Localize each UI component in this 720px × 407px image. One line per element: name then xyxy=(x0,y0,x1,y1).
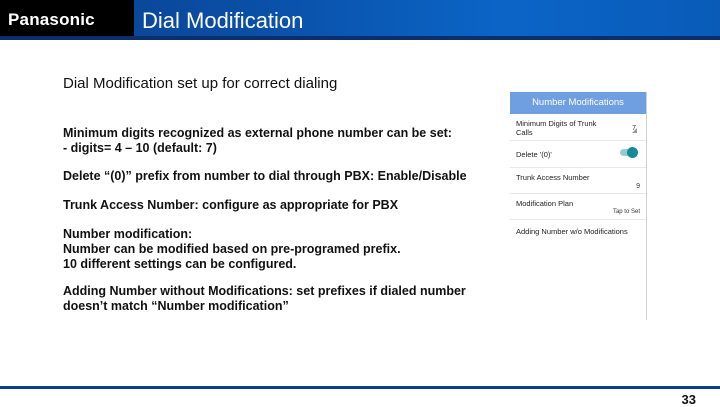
subtitle: Dial Modification set up for correct dialing xyxy=(63,75,338,92)
delete-zero-row[interactable] xyxy=(510,141,646,168)
panel-title: Number Modifications xyxy=(510,92,646,114)
trunk-access-label: Trunk Access Number xyxy=(516,173,590,182)
delete-prefix-description: Delete “(0)” prefix from number to dial through PBX: Enable/Disable xyxy=(63,169,467,183)
min-digits-value: 7 xyxy=(632,125,636,132)
min-digits-row[interactable] xyxy=(510,114,646,141)
adding-number-description: Adding Number without Modifications: set prefixes if dialed number doesn’t match “Number modification” xyxy=(63,284,466,313)
brand-logo xyxy=(0,0,134,40)
min-digits-line1: Minimum digits recognized as external phone number can be set: xyxy=(63,126,452,140)
header-bar xyxy=(0,0,720,40)
dropdown-corner-icon xyxy=(632,128,637,133)
number-mod-line1: Number modification: xyxy=(63,227,193,241)
min-digits-line2: - digits= 4 – 10 (default: 7) xyxy=(63,141,217,155)
logo-text: Panasonic xyxy=(8,10,95,29)
number-modification-description xyxy=(63,227,401,272)
adding-number-label: Adding Number w/o Modifications xyxy=(516,227,628,236)
min-digits-description xyxy=(63,126,452,156)
trunk-access-value: 9 xyxy=(636,183,640,190)
modification-plan-row[interactable] xyxy=(510,194,646,220)
number-mod-line2: Number can be modified based on pre-programed prefix. xyxy=(63,242,401,256)
delete-zero-toggle[interactable] xyxy=(620,149,636,156)
delete-zero-label: Delete '(0)' xyxy=(516,150,552,159)
footer-divider xyxy=(0,386,720,389)
number-mod-line3: 10 different settings can be configured. xyxy=(63,257,297,271)
number-modifications-panel xyxy=(510,92,647,320)
trunk-access-row[interactable] xyxy=(510,168,646,194)
modification-plan-hint: Tap to Set xyxy=(612,209,640,215)
trunk-access-description: Trunk Access Number: configure as appropriate for PBX xyxy=(63,198,399,212)
min-digits-label: Minimum Digits of Trunk Calls xyxy=(516,119,597,137)
page-title: Dial Modification xyxy=(142,8,304,33)
adding-number-row[interactable] xyxy=(510,220,646,242)
page-number: 33 xyxy=(681,392,696,407)
modification-plan-label: Modification Plan xyxy=(516,199,574,208)
